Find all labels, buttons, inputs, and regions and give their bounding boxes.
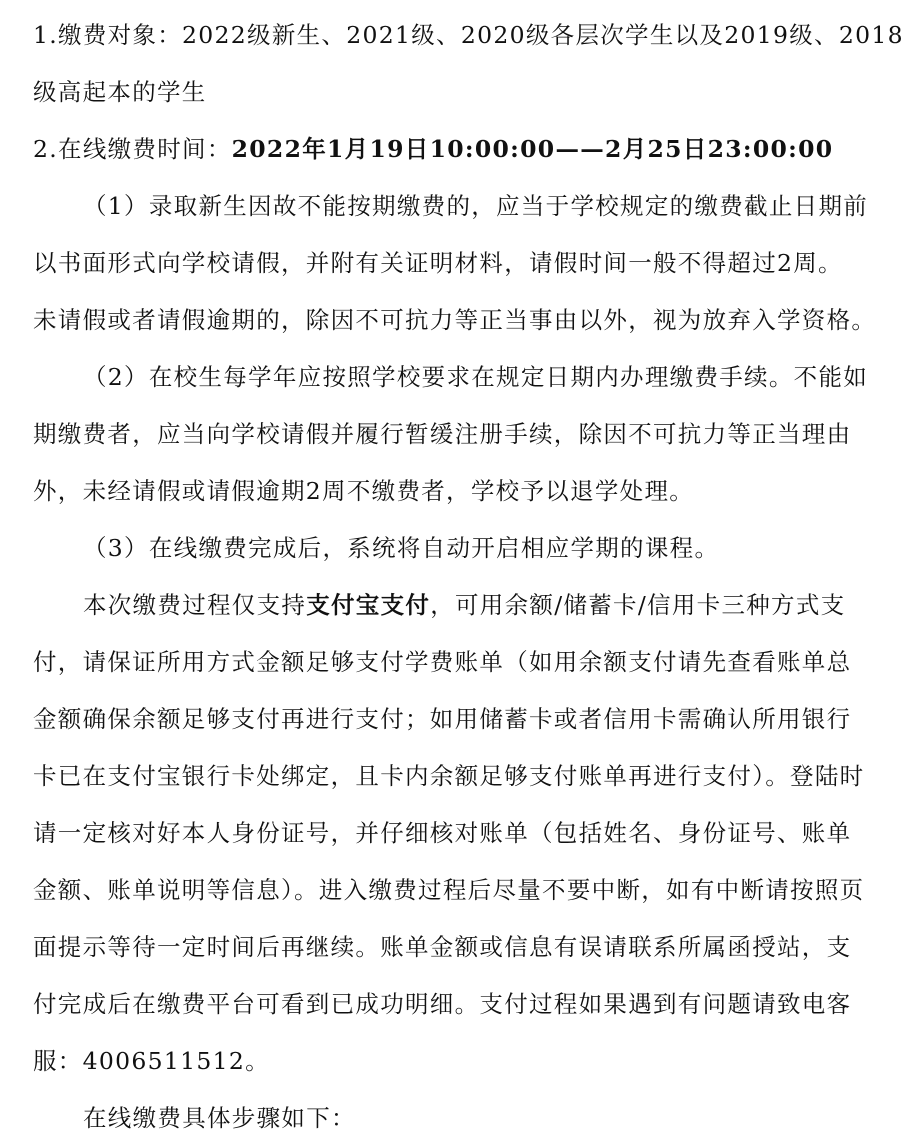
payment-line-1-suffix: ，可用余额/储蓄卡/信用卡三种方式支 xyxy=(430,591,846,619)
sub-2-line-3: 外，未经请假或请假逾期2周不缴费者，学校予以退学处理。 xyxy=(33,477,695,505)
item-1-line-1: 1.缴费对象：2022级新生、2021级、2020级各层次学生以及2019级、2018 xyxy=(33,21,904,49)
sub-1-line-1: （1）录取新生因故不能按期缴费的，应当于学校规定的缴费截止日期前 xyxy=(83,192,869,220)
payment-line-8: 付完成后在缴费平台可看到已成功明细。支付过程如果遇到有问题请致电客 xyxy=(33,990,852,1018)
payment-line-1 xyxy=(83,590,845,620)
sub-2-line-2: 期缴费者，应当向学校请假并履行暂缓注册手续，除因不可抗力等正当理由 xyxy=(33,420,852,448)
item-2-line xyxy=(33,134,833,164)
sub-3-line-1: （3）在线缴费完成后，系统将自动开启相应学期的课程。 xyxy=(83,534,720,562)
payment-line-9: 服：4006511512。 xyxy=(33,1047,270,1075)
item-1-line-2: 级高起本的学生 xyxy=(33,78,207,106)
alipay-emphasis: 支付宝支付 xyxy=(306,591,431,619)
steps-heading: 在线缴费具体步骤如下： xyxy=(83,1104,356,1132)
payment-line-5: 请一定核对好本人身份证号，并仔细核对账单（包括姓名、身份证号、账单 xyxy=(33,819,852,847)
payment-line-3: 金额确保余额足够支付再进行支付；如用储蓄卡或者信用卡需确认所用银行 xyxy=(33,705,852,733)
sub-1-line-3: 未请假或者请假逾期的，除因不可抗力等正当事由以外，视为放弃入学资格。 xyxy=(33,306,877,334)
payment-line-6: 金额、账单说明等信息）。进入缴费过程后尽量不要中断，如有中断请按照页 xyxy=(33,876,865,904)
payment-time-range: 2022年1月19日10:00:00——2月25日23:00:00 xyxy=(231,135,834,163)
sub-2-line-1: （2）在校生每学年应按照学校要求在规定日期内办理缴费手续。不能如 xyxy=(83,363,869,391)
payment-line-4: 卡已在支付宝银行卡处绑定，且卡内余额足够支付账单再进行支付）。登陆时 xyxy=(33,762,865,790)
payment-line-1-prefix: 本次缴费过程仅支持 xyxy=(83,591,307,619)
payment-line-7: 面提示等待一定时间后再继续。账单金额或信息有误请联系所属函授站，支 xyxy=(33,933,852,961)
payment-time-label: 2.在线缴费时间： xyxy=(33,135,232,163)
payment-line-2: 付，请保证所用方式金额足够支付学费账单（如用余额支付请先查看账单总 xyxy=(33,648,852,676)
sub-1-line-2: 以书面形式向学校请假，并附有关证明材料，请假时间一般不得超过2周。 xyxy=(33,249,843,277)
